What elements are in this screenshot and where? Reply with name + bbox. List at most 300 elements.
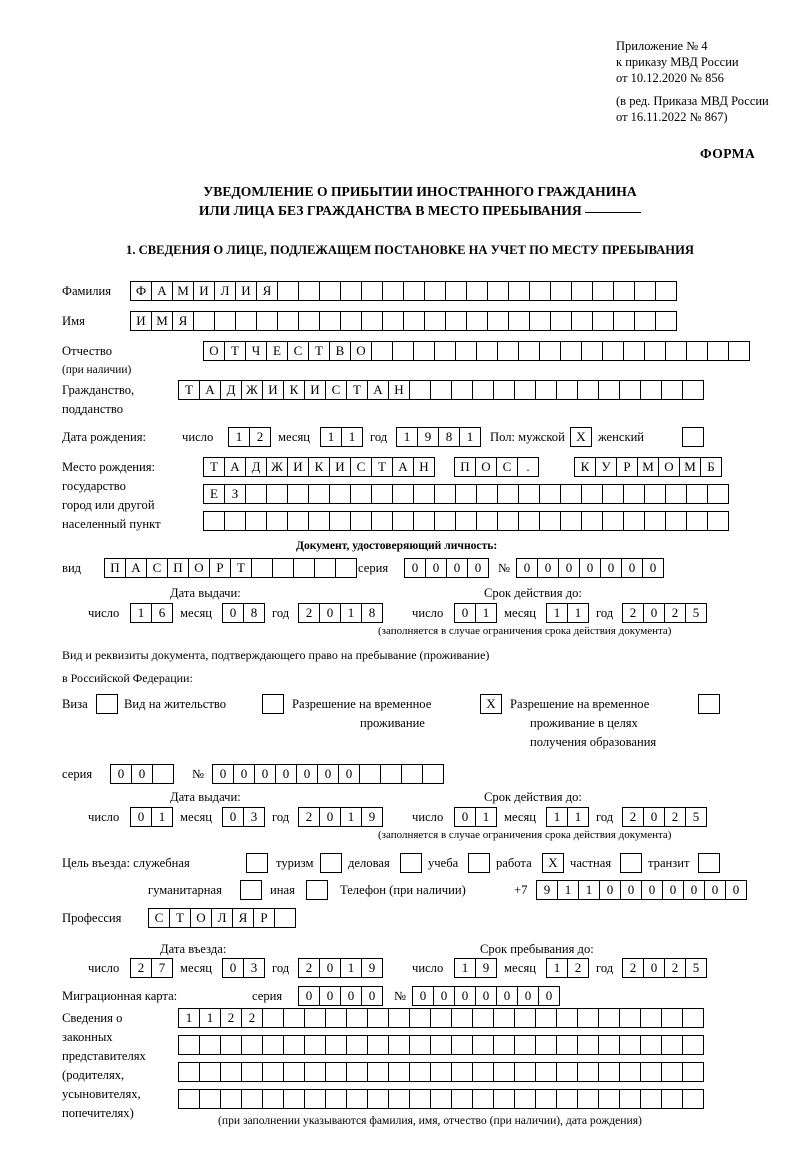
form-cell[interactable] [451,1008,473,1028]
form-cell[interactable] [602,341,624,361]
form-cell[interactable] [682,1035,704,1055]
form-cell[interactable] [535,1062,557,1082]
form-cell[interactable]: 0 [412,986,434,1006]
form-cell[interactable] [592,281,614,301]
form-cell[interactable]: К [308,457,330,477]
form-cell[interactable] [306,880,328,900]
form-cell[interactable]: 2 [298,958,320,978]
form-cell[interactable] [424,311,446,331]
form-cell[interactable] [304,1008,326,1028]
form-cell[interactable]: С [146,558,168,578]
form-cell[interactable]: 1 [199,1008,221,1028]
form-cell[interactable]: П [454,457,476,477]
form-cell[interactable] [707,484,729,504]
form-cell[interactable] [409,1089,431,1109]
form-cell[interactable] [550,281,572,301]
form-cell[interactable]: В [329,341,351,361]
stay-year-cells[interactable] [622,958,706,978]
form-cell[interactable]: М [172,281,194,301]
form-cell[interactable] [655,281,677,301]
form-cell[interactable]: 1 [396,427,418,447]
form-cell[interactable] [623,484,645,504]
doc-kind-cells[interactable] [104,558,356,578]
form-cell[interactable] [424,281,446,301]
purpose-work-checkbox[interactable] [542,853,563,873]
form-cell[interactable] [455,484,477,504]
form-cell[interactable]: 1 [228,427,250,447]
form-cell[interactable] [314,558,336,578]
form-cell[interactable] [556,380,578,400]
form-cell[interactable]: А [367,380,389,400]
form-cell[interactable]: Ч [245,341,267,361]
form-cell[interactable] [518,511,540,531]
form-cell[interactable] [493,1035,515,1055]
form-cell[interactable]: 2 [249,427,271,447]
form-cell[interactable] [350,484,372,504]
form-cell[interactable] [325,1035,347,1055]
form-cell[interactable] [241,1089,263,1109]
form-cell[interactable] [665,484,687,504]
form-cell[interactable]: 0 [643,603,665,623]
form-cell[interactable]: З [224,484,246,504]
form-cell[interactable] [434,341,456,361]
form-cell[interactable] [619,1089,641,1109]
form-cell[interactable] [329,484,351,504]
form-cell[interactable] [304,1089,326,1109]
form-cell[interactable] [400,853,422,873]
form-cell[interactable]: А [199,380,221,400]
form-cell[interactable]: И [287,457,309,477]
doc-valid-month-cells[interactable] [546,603,588,623]
form-cell[interactable]: 8 [361,603,383,623]
form-cell[interactable] [346,1008,368,1028]
form-cell[interactable]: 1 [578,880,600,900]
form-cell[interactable]: 9 [417,427,439,447]
form-cell[interactable] [577,1035,599,1055]
form-cell[interactable]: 1 [151,807,173,827]
form-cell[interactable]: 0 [454,807,476,827]
profession-cells[interactable] [148,908,295,928]
doc-issue-year-cells[interactable] [298,603,382,623]
form-cell[interactable] [445,281,467,301]
form-cell[interactable] [508,311,530,331]
form-cell[interactable] [434,484,456,504]
form-cell[interactable] [535,380,557,400]
form-cell[interactable] [220,1089,242,1109]
form-cell[interactable] [451,380,473,400]
form-cell[interactable] [266,511,288,531]
form-cell[interactable]: 0 [319,986,341,1006]
form-cell[interactable]: С [148,908,170,928]
form-cell[interactable]: 9 [361,958,383,978]
form-cell[interactable]: X [480,694,502,714]
form-cell[interactable]: И [130,311,152,331]
form-cell[interactable] [661,1089,683,1109]
birth-day-cells[interactable] [228,427,270,447]
form-cell[interactable]: 1 [320,427,342,447]
form-cell[interactable]: 0 [704,880,726,900]
form-cell[interactable] [413,484,435,504]
form-cell[interactable] [325,1008,347,1028]
form-cell[interactable] [367,1089,389,1109]
birth-state-cells[interactable] [203,457,434,477]
form-cell[interactable] [560,511,582,531]
form-cell[interactable] [682,1062,704,1082]
form-cell[interactable] [581,484,603,504]
form-cell[interactable] [193,311,215,331]
form-cell[interactable]: 0 [516,558,538,578]
form-cell[interactable] [514,380,536,400]
permit-issue-day-cells[interactable] [130,807,172,827]
form-cell[interactable] [241,1062,263,1082]
form-cell[interactable]: Т [371,457,393,477]
permit-number-cells[interactable] [212,764,443,784]
form-cell[interactable] [409,1008,431,1028]
form-cell[interactable] [96,694,118,714]
form-cell[interactable]: 1 [130,603,152,623]
migration-series-cells[interactable] [298,986,382,1006]
entry-month-cells[interactable] [222,958,264,978]
form-cell[interactable] [262,1089,284,1109]
form-cell[interactable]: 0 [538,986,560,1006]
form-cell[interactable] [430,1035,452,1055]
form-cell[interactable] [514,1008,536,1028]
form-cell[interactable]: 2 [664,603,686,623]
form-cell[interactable]: 9 [475,958,497,978]
form-cell[interactable]: 1 [340,807,362,827]
doc-number-cells[interactable] [516,558,663,578]
form-cell[interactable]: 0 [641,880,663,900]
form-cell[interactable] [619,380,641,400]
form-cell[interactable]: 0 [319,958,341,978]
form-cell[interactable]: О [475,457,497,477]
form-cell[interactable] [698,694,720,714]
form-cell[interactable] [308,511,330,531]
form-cell[interactable]: 2 [664,958,686,978]
form-cell[interactable] [256,311,278,331]
form-cell[interactable]: Т [203,457,225,477]
form-cell[interactable] [445,311,467,331]
permit-issue-month-cells[interactable] [222,807,264,827]
purpose-transit-checkbox[interactable] [698,853,719,873]
form-cell[interactable] [392,511,414,531]
form-cell[interactable] [293,558,315,578]
form-cell[interactable]: 0 [643,958,665,978]
form-cell[interactable] [220,1035,242,1055]
form-cell[interactable]: 0 [425,558,447,578]
form-cell[interactable]: Ж [241,380,263,400]
permit-valid-month-cells[interactable] [546,807,588,827]
form-cell[interactable] [380,764,402,784]
form-cell[interactable] [392,341,414,361]
form-cell[interactable]: 0 [558,558,580,578]
form-cell[interactable] [455,341,477,361]
form-cell[interactable] [535,1035,557,1055]
form-cell[interactable]: М [679,457,701,477]
form-cell[interactable]: 0 [643,807,665,827]
surname-cells[interactable] [130,281,676,301]
form-cell[interactable]: Н [413,457,435,477]
form-cell[interactable] [199,1089,221,1109]
form-cell[interactable] [556,1062,578,1082]
form-cell[interactable] [466,281,488,301]
form-cell[interactable]: 0 [296,764,318,784]
form-cell[interactable]: 0 [621,558,643,578]
form-cell[interactable] [371,511,393,531]
form-cell[interactable] [682,1089,704,1109]
form-cell[interactable]: О [188,558,210,578]
visa-checkbox[interactable] [96,694,117,714]
form-cell[interactable]: 0 [319,603,341,623]
stay-day-cells[interactable] [454,958,496,978]
form-cell[interactable] [245,511,267,531]
form-cell[interactable] [262,1035,284,1055]
form-cell[interactable] [272,558,294,578]
form-cell[interactable]: 1 [546,807,568,827]
form-cell[interactable]: 0 [319,807,341,827]
form-cell[interactable] [350,511,372,531]
doc-valid-day-cells[interactable] [454,603,496,623]
edu-residence-checkbox[interactable] [698,694,719,714]
form-cell[interactable] [283,1035,305,1055]
form-cell[interactable] [682,380,704,400]
form-cell[interactable] [371,341,393,361]
form-cell[interactable] [220,1062,242,1082]
form-cell[interactable] [634,281,656,301]
form-cell[interactable] [367,1062,389,1082]
doc-issue-month-cells[interactable] [222,603,264,623]
form-cell[interactable] [382,311,404,331]
form-cell[interactable] [707,341,729,361]
form-cell[interactable] [623,511,645,531]
legal-rep-cells-2[interactable] [178,1035,703,1055]
form-cell[interactable]: 7 [151,958,173,978]
form-cell[interactable] [539,341,561,361]
form-cell[interactable] [403,281,425,301]
form-cell[interactable]: К [283,380,305,400]
form-cell[interactable] [472,1089,494,1109]
purpose-study-checkbox[interactable] [468,853,489,873]
form-cell[interactable] [361,311,383,331]
form-cell[interactable]: 0 [620,880,642,900]
form-cell[interactable]: 0 [222,958,244,978]
form-cell[interactable]: Е [266,341,288,361]
form-cell[interactable] [602,511,624,531]
form-cell[interactable] [203,511,225,531]
form-cell[interactable] [298,281,320,301]
form-cell[interactable] [577,1062,599,1082]
form-cell[interactable] [686,484,708,504]
form-cell[interactable] [235,311,257,331]
form-cell[interactable] [619,1008,641,1028]
purpose-service-checkbox[interactable] [246,853,267,873]
form-cell[interactable] [361,281,383,301]
form-cell[interactable]: О [203,341,225,361]
form-cell[interactable] [251,558,273,578]
form-cell[interactable] [728,341,750,361]
form-cell[interactable] [698,853,720,873]
form-cell[interactable]: 0 [404,558,426,578]
form-cell[interactable] [382,281,404,301]
form-cell[interactable] [581,341,603,361]
form-cell[interactable]: 0 [496,986,518,1006]
form-cell[interactable] [514,1035,536,1055]
form-cell[interactable]: Т [169,908,191,928]
citizenship-cells[interactable] [178,380,703,400]
form-cell[interactable] [514,1089,536,1109]
form-cell[interactable] [497,511,519,531]
form-cell[interactable] [619,1062,641,1082]
form-cell[interactable] [493,380,515,400]
form-cell[interactable] [634,311,656,331]
permit-valid-day-cells[interactable] [454,807,496,827]
form-cell[interactable]: С [350,457,372,477]
form-cell[interactable]: Р [253,908,275,928]
form-cell[interactable]: 2 [567,958,589,978]
form-cell[interactable] [571,281,593,301]
form-cell[interactable]: Т [178,380,200,400]
form-cell[interactable] [359,764,381,784]
form-cell[interactable]: 5 [685,603,707,623]
birth-month-cells[interactable] [320,427,362,447]
form-cell[interactable]: 1 [546,958,568,978]
form-cell[interactable]: 8 [243,603,265,623]
form-cell[interactable] [644,511,666,531]
temp-residence-checkbox[interactable] [480,694,501,714]
form-cell[interactable]: О [350,341,372,361]
form-cell[interactable] [550,311,572,331]
form-cell[interactable]: 0 [130,807,152,827]
form-cell[interactable]: Р [209,558,231,578]
form-cell[interactable] [640,1062,662,1082]
form-cell[interactable]: 0 [275,764,297,784]
name-cells[interactable] [130,311,676,331]
form-cell[interactable]: 1 [557,880,579,900]
form-cell[interactable] [199,1062,221,1082]
form-cell[interactable] [560,484,582,504]
form-cell[interactable] [619,1035,641,1055]
form-cell[interactable]: 1 [340,603,362,623]
legal-rep-cells-1[interactable] [178,1008,703,1028]
form-cell[interactable] [388,1062,410,1082]
form-cell[interactable] [644,341,666,361]
form-cell[interactable] [661,380,683,400]
form-cell[interactable]: 1 [340,958,362,978]
form-cell[interactable] [413,341,435,361]
form-cell[interactable] [304,1062,326,1082]
form-cell[interactable] [451,1035,473,1055]
form-cell[interactable] [434,511,456,531]
form-cell[interactable]: П [167,558,189,578]
form-cell[interactable] [466,311,488,331]
phone-cells[interactable] [536,880,746,900]
form-cell[interactable]: 0 [467,558,489,578]
purpose-business-checkbox[interactable] [400,853,421,873]
form-cell[interactable]: С [325,380,347,400]
sex-female-checkbox[interactable] [682,427,703,447]
form-cell[interactable] [487,281,509,301]
form-cell[interactable] [266,484,288,504]
form-cell[interactable]: 0 [662,880,684,900]
form-cell[interactable] [422,764,444,784]
form-cell[interactable]: 0 [254,764,276,784]
form-cell[interactable]: 0 [338,764,360,784]
form-cell[interactable] [682,427,704,447]
form-cell[interactable] [661,1035,683,1055]
stay-month-cells[interactable] [546,958,588,978]
form-cell[interactable]: X [570,427,592,447]
form-cell[interactable]: 3 [243,958,265,978]
form-cell[interactable]: А [151,281,173,301]
form-cell[interactable] [346,1062,368,1082]
form-cell[interactable] [308,484,330,504]
form-cell[interactable] [240,880,262,900]
form-cell[interactable] [581,511,603,531]
form-cell[interactable] [367,1008,389,1028]
form-cell[interactable]: Ж [266,457,288,477]
form-cell[interactable] [199,1035,221,1055]
form-cell[interactable] [283,1062,305,1082]
form-cell[interactable] [497,484,519,504]
form-cell[interactable] [451,1089,473,1109]
form-cell[interactable] [335,558,357,578]
form-cell[interactable] [518,484,540,504]
birth-city-cells-2[interactable] [203,484,728,504]
form-cell[interactable] [640,380,662,400]
form-cell[interactable] [409,1062,431,1082]
form-cell[interactable]: 0 [642,558,664,578]
form-cell[interactable] [620,853,642,873]
form-cell[interactable]: Т [308,341,330,361]
form-cell[interactable]: 1 [454,958,476,978]
form-cell[interactable] [539,511,561,531]
form-cell[interactable] [661,1062,683,1082]
form-cell[interactable] [403,311,425,331]
form-cell[interactable] [367,1035,389,1055]
form-cell[interactable]: Д [220,380,242,400]
form-cell[interactable]: 0 [212,764,234,784]
form-cell[interactable] [178,1062,200,1082]
form-cell[interactable] [493,1008,515,1028]
form-cell[interactable]: М [637,457,659,477]
form-cell[interactable] [556,1035,578,1055]
form-cell[interactable] [592,311,614,331]
form-cell[interactable] [152,764,174,784]
form-cell[interactable] [529,311,551,331]
form-cell[interactable]: А [125,558,147,578]
entry-day-cells[interactable] [130,958,172,978]
patronymic-cells[interactable] [203,341,749,361]
form-cell[interactable] [571,311,593,331]
form-cell[interactable]: К [574,457,596,477]
form-cell[interactable] [644,484,666,504]
form-cell[interactable] [325,1062,347,1082]
form-cell[interactable] [472,1035,494,1055]
form-cell[interactable]: 0 [317,764,339,784]
form-cell[interactable] [472,380,494,400]
form-cell[interactable] [665,511,687,531]
form-cell[interactable] [613,311,635,331]
form-cell[interactable]: 0 [454,603,476,623]
form-cell[interactable] [577,1089,599,1109]
form-cell[interactable] [539,484,561,504]
form-cell[interactable] [388,1008,410,1028]
form-cell[interactable] [493,1089,515,1109]
form-cell[interactable] [640,1035,662,1055]
form-cell[interactable]: Т [224,341,246,361]
birth-city-cells-3[interactable] [203,511,728,531]
form-cell[interactable] [430,380,452,400]
